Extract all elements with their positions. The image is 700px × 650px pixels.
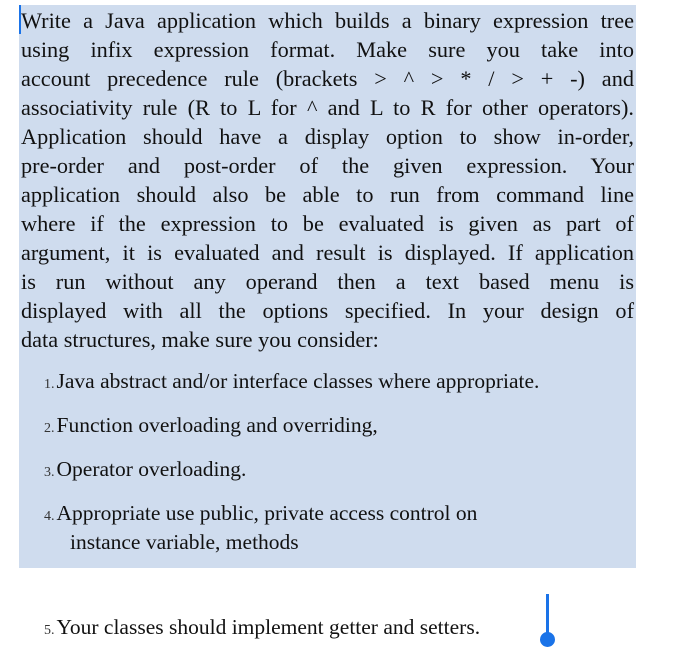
selection-end-handle[interactable] [546, 594, 549, 634]
list-item-continuation [70, 528, 299, 556]
paragraph-line: Application should have a display option to show in-order, [21, 124, 634, 149]
paragraph-line: data structures, make sure you consider: [21, 327, 379, 352]
list-item-text: Operator overloading. [56, 457, 247, 481]
paragraph-line: where if the expression to be evaluated is given as part of [21, 211, 634, 236]
selection-end-knob[interactable] [540, 632, 555, 647]
list-item [44, 613, 480, 641]
paragraph-line: Write a Java application which builds a binary expression tree [21, 8, 634, 33]
question-text [21, 6, 634, 354]
paragraph-line: account precedence rule (brackets > ^ > * / > + -) and [21, 66, 634, 91]
list-number: 2. [44, 421, 55, 436]
paragraph-line: associativity rule (R to L for ^ and L to R for other operators). [21, 95, 634, 120]
paragraph-line: using infix expression format. Make sure you take into [21, 37, 634, 62]
paragraph-line: pre-order and post-order of the given expression. Your [21, 153, 634, 178]
list-item [44, 455, 246, 483]
list-item-text: Function overloading and overriding, [56, 413, 378, 437]
list-item [44, 499, 477, 527]
paragraph-line: displayed with all the options specified. In your design of [21, 298, 634, 323]
paragraph-line: is run without any operand then a text based menu is [21, 269, 634, 294]
list-item-text: Appropriate use public, private access control on [56, 501, 478, 525]
list-item-text: instance variable, methods [70, 530, 299, 554]
list-number: 3. [44, 465, 55, 480]
list-item-text: Your classes should implement getter and setters. [56, 615, 481, 639]
paragraph-line: application should also be able to run from command line [21, 182, 634, 207]
list-item [44, 411, 378, 439]
list-number: 1. [44, 377, 55, 392]
paragraph-line: argument, it is evaluated and result is displayed. If application [21, 240, 634, 265]
list-number: 4. [44, 509, 55, 524]
list-number: 5. [44, 623, 55, 638]
list-item-text: Java abstract and/or interface classes where appropriate. [56, 369, 540, 393]
list-item [44, 367, 539, 395]
